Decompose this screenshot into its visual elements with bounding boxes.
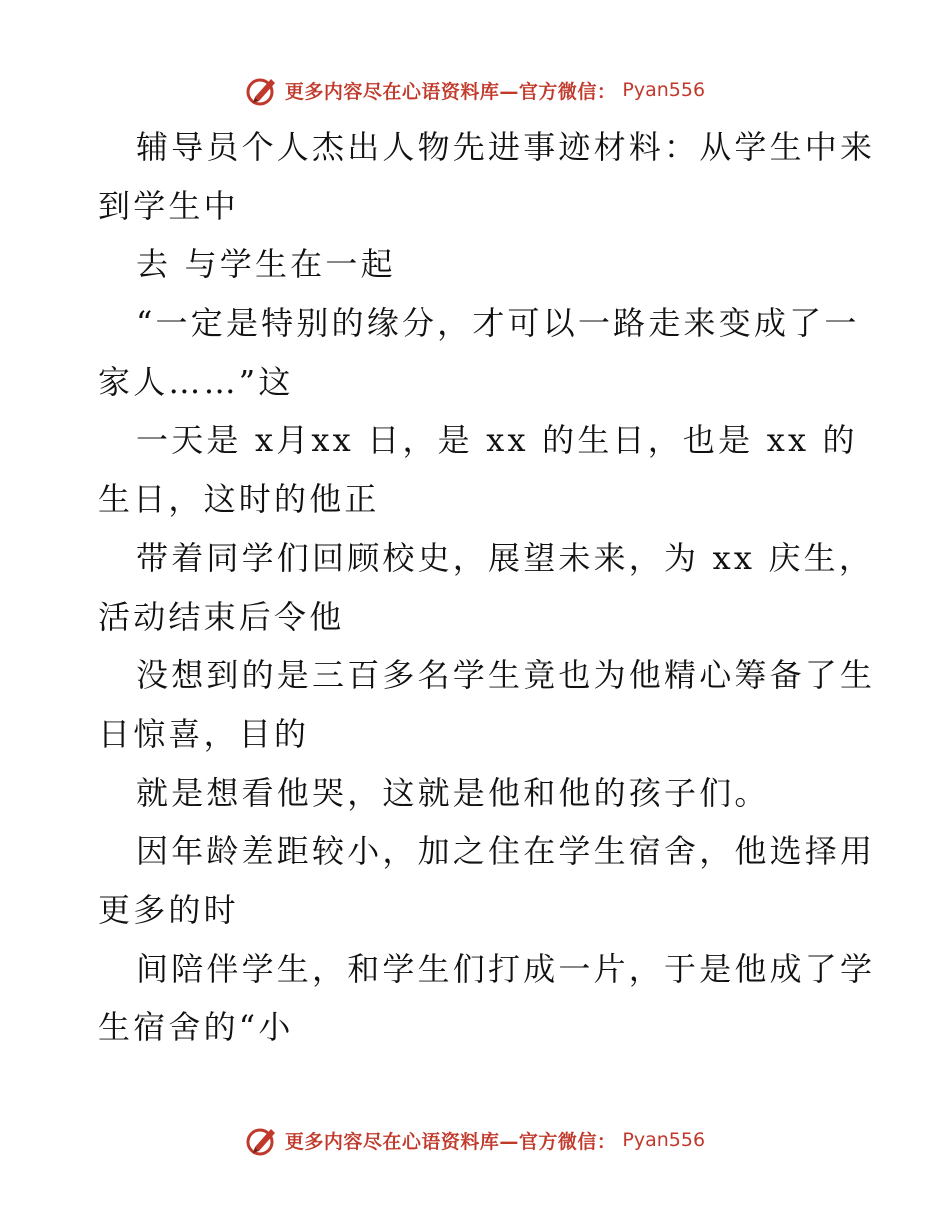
text-line: 活动结束后令他 — [98, 597, 345, 636]
text-line: 家人……”这 — [98, 362, 294, 401]
text-line: 因年龄差距较小，加之住在学生宿舍，他选择用 — [136, 832, 876, 871]
text-line: 生宿舍的“小 — [98, 1008, 294, 1047]
text-line: 日惊喜，目的 — [98, 714, 310, 753]
text-line: 没想到的是三百多名学生竟也为他精心筹备了生 — [136, 656, 876, 695]
document-body — [98, 118, 876, 1057]
text-line: 生日，这时的他正 — [98, 480, 380, 519]
text-line: “一定是特别的缘分，才可以一路走来变成了一 — [136, 304, 860, 343]
footer-watermark — [0, 1120, 950, 1160]
text-line: 就是想看他哭，这就是他和他的孩子们。 — [136, 773, 770, 812]
text-line: 间陪伴学生，和学生们打成一片，于是他成了学 — [136, 949, 876, 988]
text-line: 去 与学生在一起 — [136, 245, 396, 284]
text-line: 更多的时 — [98, 890, 239, 929]
header-watermark — [0, 70, 950, 110]
watermark-wechat-id: Pyan556 — [622, 1129, 706, 1151]
text-line: 辅导员个人杰出人物先进事迹材料：从学生中来 — [136, 128, 876, 166]
watermark-text: 更多内容尽在心语资料库—官方微信： — [284, 80, 617, 103]
pen-nib-logo-icon — [245, 73, 279, 107]
watermark-wechat-id: Pyan556 — [622, 79, 706, 101]
pen-nib-logo-icon — [245, 1123, 279, 1157]
text-line: 到学生中 — [98, 186, 239, 225]
text-line: 一天是 x月xx 日，是 xx 的生日，也是 xx 的 — [136, 421, 858, 460]
text-line: 带着同学们回顾校史，展望未来，为 xx 庆生， — [136, 538, 875, 577]
watermark-text: 更多内容尽在心语资料库—官方微信： — [284, 1130, 617, 1153]
